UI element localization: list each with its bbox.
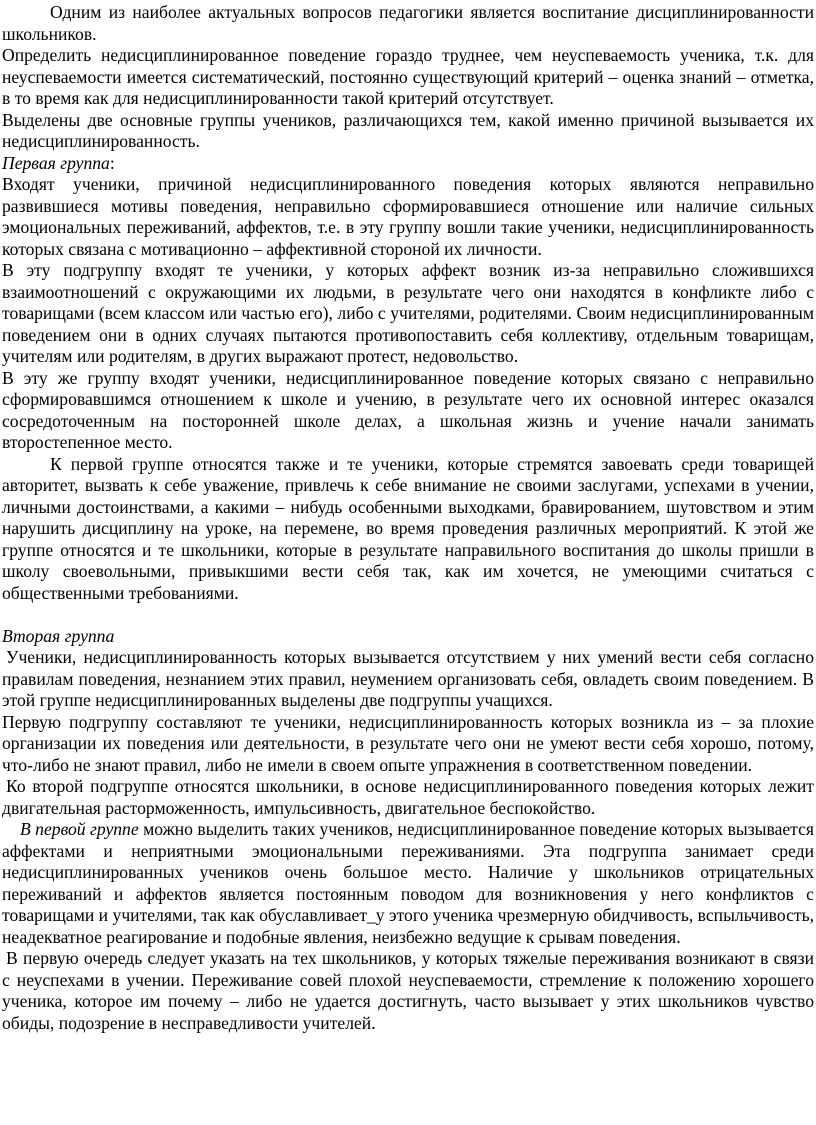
paragraph-intro: Одним из наиболее актуальных вопросов педагогики является воспитание дисциплинированности школьников. [2, 2, 814, 44]
paragraph-second-subgroup: Ко второй подгруппе относятся школьники, в основе недисциплинированного поведения которых лежит двигательная расторможенность, импульсивность, двигательное беспокойство. [2, 776, 814, 818]
paragraph-group1-description: Входят ученики, причиной недисциплинированного поведения которых являются неправильно развившиеся мотивы поведения, неправильно сформировавшиеся отношение или наличие сильных эмоциональных переживаний, аффектов, т.е. в эту группу вошли такие ученики, недисциплинированность которых связана с мотивационно – аффективной стороной их личности. [2, 174, 814, 259]
paragraph-first-group-affects [2, 819, 814, 948]
group1-heading-line [2, 153, 814, 175]
paragraph-subgroup-affect: В эту подгруппу входят те ученики, у которых аффект возник из-за неправильно сложившихся взаимоотношений с окружающими их людьми, в результате чего они находятся в конфликте либо с товарищами (всем классом или частью его), либо с учителями, родителями. Своим недисциплинированным поведением они в одних случаях пытаются противопоставить себя коллективу, отдельным товарищам, учителям или родителям, в других выражают протест, недовольство. [2, 260, 814, 366]
paragraph-authority-seekers: К первой группе относятся также и те ученики, которые стремятся завоевать среди товарищей авторитет, вызвать к себе уважение, привлечь к себе внимание не своими заслугами, успехами в учении, личными достоинствами, а какими – нибудь особенными выходками, бравированием, шутовством и этим нарушить дисциплину на уроке, на перемене, во время проведения различных мероприятий. К этой же группе относятся и те школьники, которые в результате направильного воспитания до школы пришли в школу своевольными, привыкшими вести себя так, как им хочется, не умеющими считаться с общественными требованиями. [2, 453, 814, 603]
paragraph-failure-experiences: В первую очередь следует указать на тех школьников, у которых тяжелые переживания возникают в связи с неуспехами в учении. Переживание совей плохой неуспеваемости, стремление к положению хорошего ученика, которое им почему – либо не удается достигнуть, часто вызывает у этих школьников чувство обиды, подозрение в несправедливости учителей. [2, 948, 814, 1033]
blank-line [2, 604, 814, 626]
paragraph-two-groups: Выделены две основные группы учеников, различающихся тем, какой именно причиной вызывается их недисциплинированность. [2, 109, 814, 151]
paragraph-school-attitude: В эту же группу входят ученики, недисциплинированное поведение которых связано с неправильно сформировавшимся отношением к школе и учению, в результате чего их основной интерес оказался сосредоточенным на посторонней школе делах, а школьная жизнь и учение начали занимать второстепенное место. [2, 367, 814, 452]
first-group-phrase: В первой группе [20, 819, 139, 839]
paragraph-criterion: Определить недисциплинированное поведение гораздо труднее, чем неуспеваемость ученика, т.к. для неуспеваемости имеется систематический, постоянно существующий критерий – оценка знаний – отметка, в то время как для недисциплинированности такой критерий отсутствует. [2, 45, 814, 108]
paragraph-group2-description: Ученики, недисциплинированность которых вызывается отсутствием у них умений вести себя согласно правилам поведения, незнанием этих правил, неумением организовать себя, овладеть своим поведением. В этой группе недисциплинированных выделены две подгруппы учащихся. [2, 647, 814, 710]
first-group-text: можно выделить таких учеников, недисциплинированное поведение которых вызывается аффектами и неприятными эмоциональными переживаниями. Эта подгруппа занимает среди недисциплинированных учеников очень большое место. Наличие у школьников отрицательных переживаний и аффектов является постоянным поводом для возникновения у него конфликтов с товарищами и учителями, так как обуславливает_у этого ученика чрезмерную обидчивость, вспыльчивость, неадекватное реагирование и подобные явления, неизбежно ведущие к срывам поведения. [2, 819, 814, 947]
group1-heading: Первая группа [2, 152, 110, 173]
group2-heading: Вторая группа [2, 625, 115, 646]
group1-heading-colon: : [109, 152, 115, 173]
paragraph-first-subgroup: Первую подгруппу составляют те ученики, недисциплинированность которых возникла из – за плохие организации их поведения или деятельности, в результате чего они не умеют вести себя хорошо, потому, что-либо не знают правил, либо не имели в своем опыте упражнения в соответственном поведении. [2, 711, 814, 775]
